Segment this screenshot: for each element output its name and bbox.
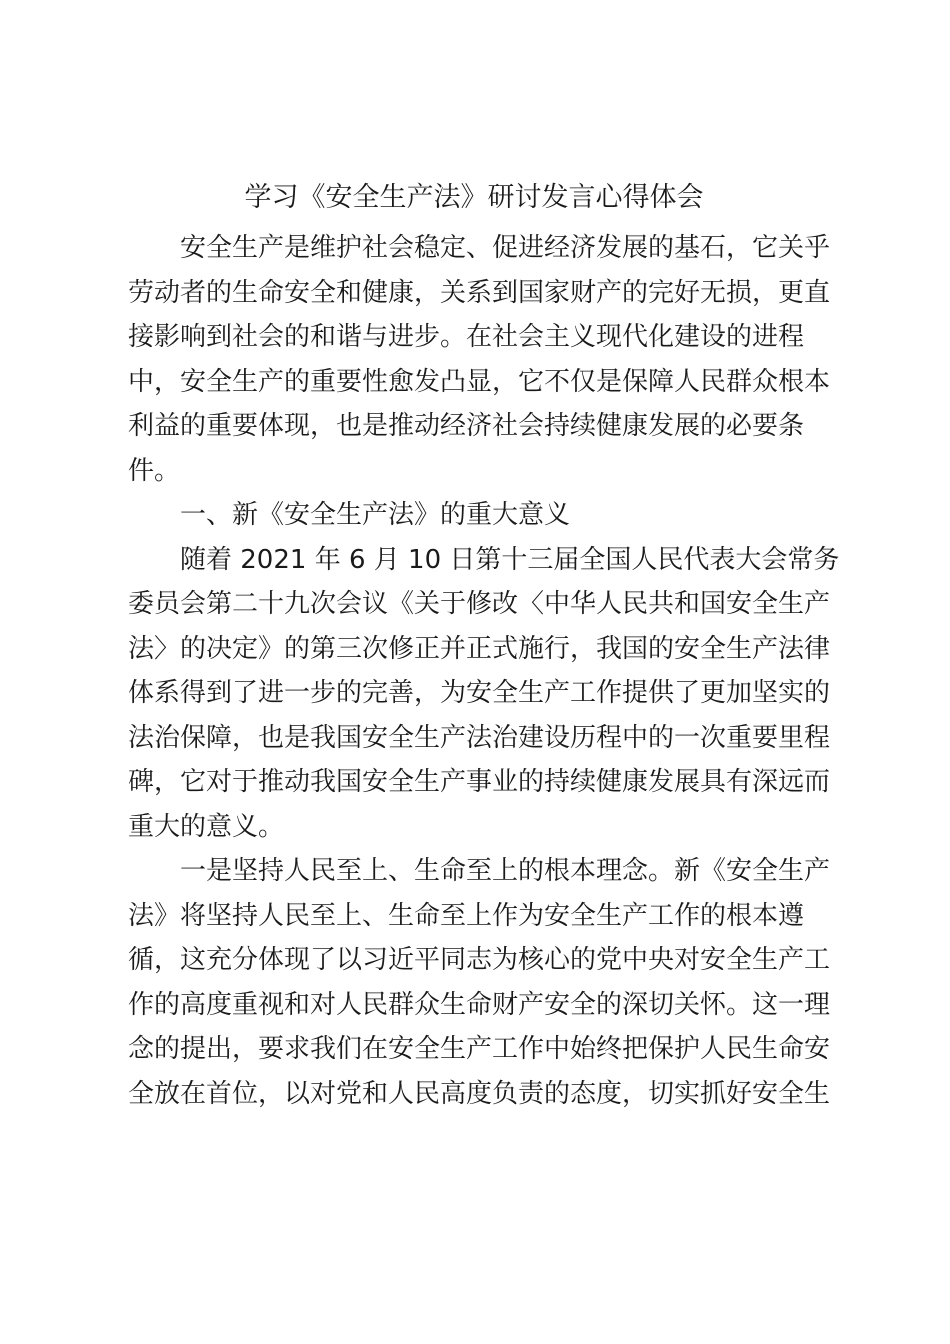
- text-line: 一是坚持人民至上、生命至上的根本理念。新《安全生产: [180, 856, 831, 886]
- text-line: 中，安全生产的重要性愈发凸显，它不仅是保障人民群众根本: [128, 366, 831, 397]
- text-line: 委员会第二十九次会议《关于修改〈中华人民共和国安全生产: [128, 589, 831, 619]
- text-line: 法》将坚持人民至上、生命至上作为安全生产工作的根本遵: [128, 900, 805, 931]
- text-line: 全放在首位，以对党和人民高度负责的态度，切实抓好安全生: [128, 1078, 831, 1109]
- text-line: 安全生产是维护社会稳定、促进经济发展的基石，它关乎: [180, 233, 831, 263]
- text-line: 件。: [128, 455, 181, 486]
- text-line: 利益的重要体现，也是推动经济社会持续健康发展的必要条: [128, 411, 805, 441]
- text-line: 作的高度重视和对人民群众生命财产安全的深切关怀。这一理: [128, 989, 831, 1020]
- text-line: 接影响到社会的和谐与进步。在社会主义现代化建设的进程: [128, 322, 805, 352]
- document-page: [128, 176, 840, 1116]
- paragraph-people-first: [128, 849, 831, 1116]
- text-line: 体系得到了进一步的完善，为安全生产工作提供了更加坚实的: [128, 678, 831, 708]
- text-line: 随着 2021 年 6 月 10 日第十三届全国人民代表大会常务: [180, 544, 840, 575]
- text-line: 劳动者的生命安全和健康，关系到国家财产的完好无损，更直: [128, 277, 831, 308]
- text-line: 法治保障，也是我国安全生产法治建设历程中的一次重要里程: [128, 722, 831, 753]
- text-line: 法〉的决定》的第三次修正并正式施行，我国的安全生产法律: [128, 633, 831, 664]
- text-line: 循，这充分体现了以习近平同志为核心的党中央对安全生产工: [128, 945, 831, 975]
- paragraph-law-revision: [128, 538, 840, 850]
- paragraph-intro: [128, 226, 831, 493]
- section-heading: 一、新《安全生产法》的重大意义: [180, 500, 571, 530]
- text-line: 重大的意义。: [128, 811, 285, 842]
- text-line: 念的提出，要求我们在安全生产工作中始终把保护人民生命安: [128, 1034, 831, 1064]
- document-title: 学习《安全生产法》研讨发言心得体会: [244, 182, 704, 213]
- text-line: 碑，它对于推动我国安全生产事业的持续健康发展具有深远而: [128, 767, 831, 797]
